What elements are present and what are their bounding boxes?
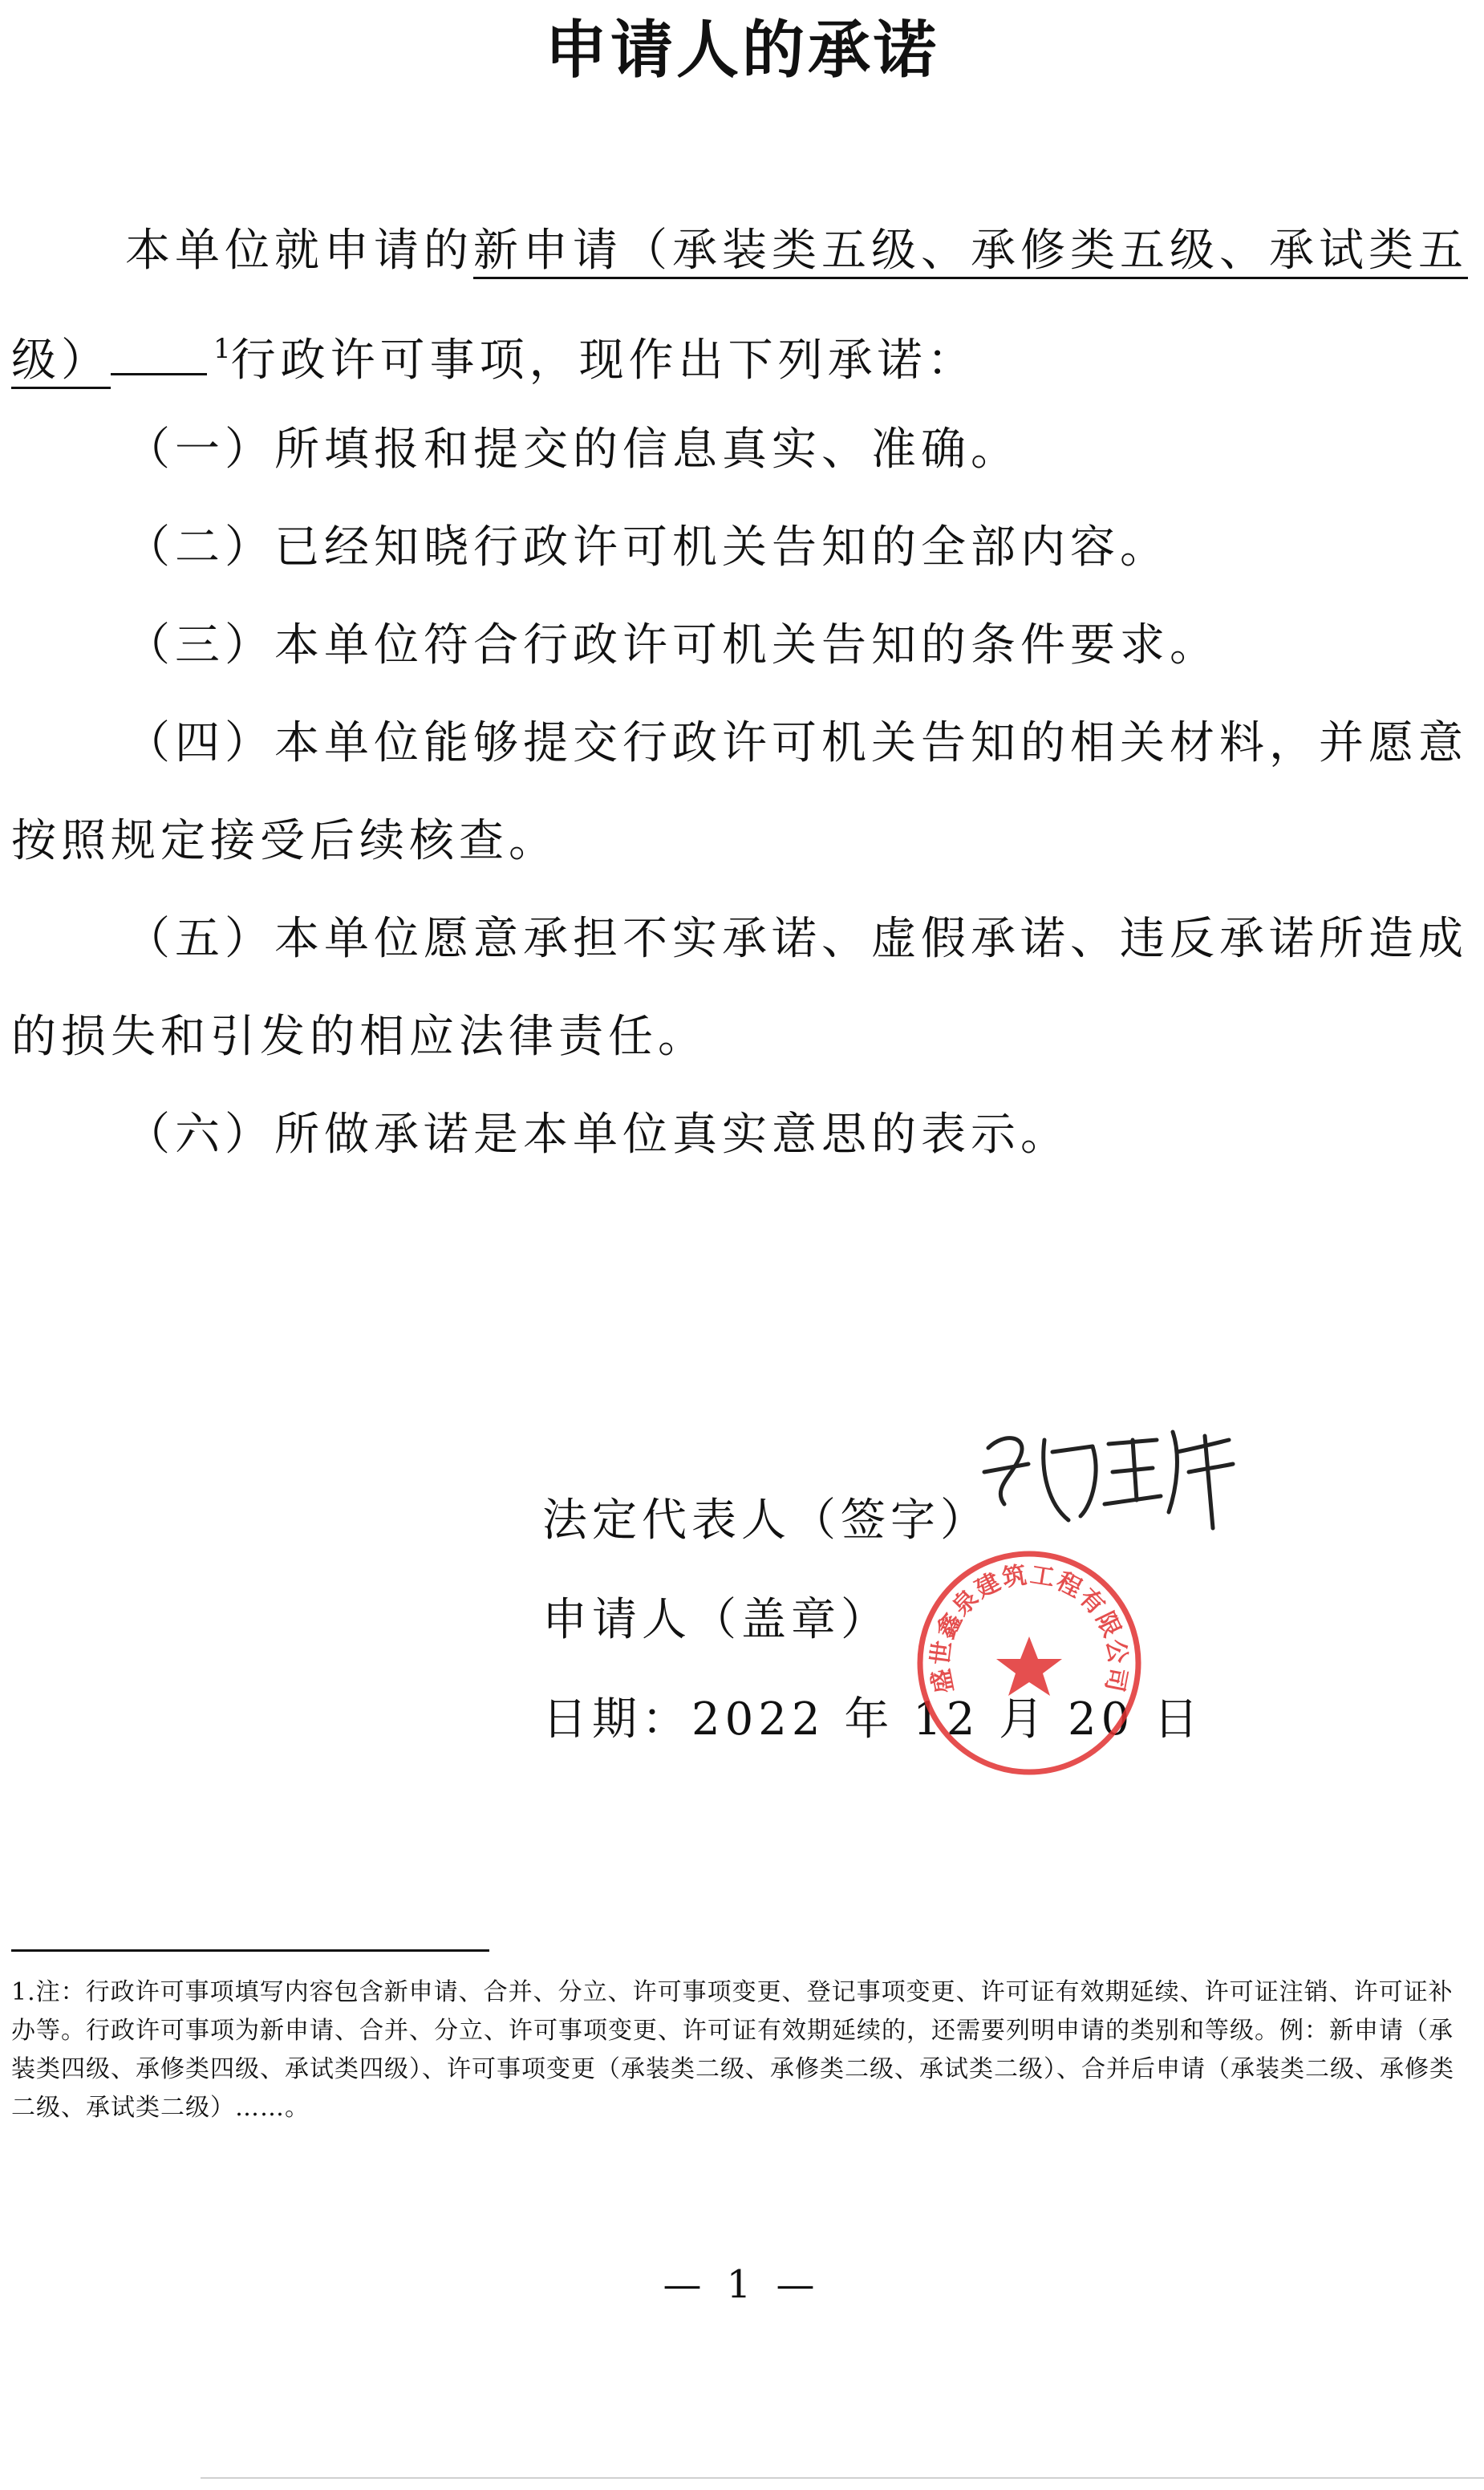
intro-paragraph xyxy=(11,202,1473,410)
page-number: — 1 — xyxy=(663,2262,821,2307)
commitment-item: （五）本单位愿意承担不实承诺、虚假承诺、违反承诺所造成的损失和引发的相应法律责任。 xyxy=(11,913,1468,1063)
footnote-divider xyxy=(11,1949,489,1952)
commitment-item: （三）本单位符合行政许可机关告知的条件要求。 xyxy=(125,619,1219,671)
commitment-item: （二）已经知晓行政许可机关告知的全部内容。 xyxy=(125,521,1170,574)
footnote-text: 1.注：行政许可事项填写内容包含新申请、合并、分立、许可事项变更、登记事项变更、许可证有效期延续、许可证注销、许可证补办等。行政许可事项为新申请、合并、分立、许可事项变更、许可证有效期延续的，还需要列明申请的类别和等级。例：新申请（承装类四级、承修类四级、承试类四级）、许可事项变更（承装类二级、承修类二级、承试类二级）、合并后申请（承装类二级、承修类二级、承试类二级）……。 xyxy=(11,1978,1454,2122)
company-seal-icon xyxy=(913,1547,1145,1779)
commitment-item: （六）所做承诺是本单位真实意思的表示。 xyxy=(125,1109,1070,1161)
representative-signature-label: 法定代表人（签字） xyxy=(542,1494,990,1547)
applicant-seal-label: 申请人（盖章） xyxy=(542,1594,890,1646)
fill-underline xyxy=(111,317,207,375)
commitment-item: （一）所填报和提交的信息真实、准确。 xyxy=(125,424,1020,476)
handwritten-signature xyxy=(972,1416,1245,1544)
footnote-marker: 1 xyxy=(213,333,231,365)
commitment-item: （四）本单位能够提交行政许可机关告知的相关材料，并愿意按照规定接受后续核查。 xyxy=(11,717,1468,867)
seal-text: 盛世鑫泉建筑工程有限公司 xyxy=(926,1560,1133,1696)
intro-suffix: 行政许可事项，现作出下列承诺： xyxy=(230,335,977,387)
page-title: 申请人的承诺 xyxy=(544,14,939,87)
application-item-fill: 新申请（承装类五级、承修类五级、承试类五级） xyxy=(11,225,1468,389)
bottom-divider xyxy=(201,2477,1484,2479)
date-line: 日期：2022 年 12 月 20 日 xyxy=(542,1693,1204,1746)
intro-prefix: 本单位就申请的 xyxy=(125,225,473,277)
